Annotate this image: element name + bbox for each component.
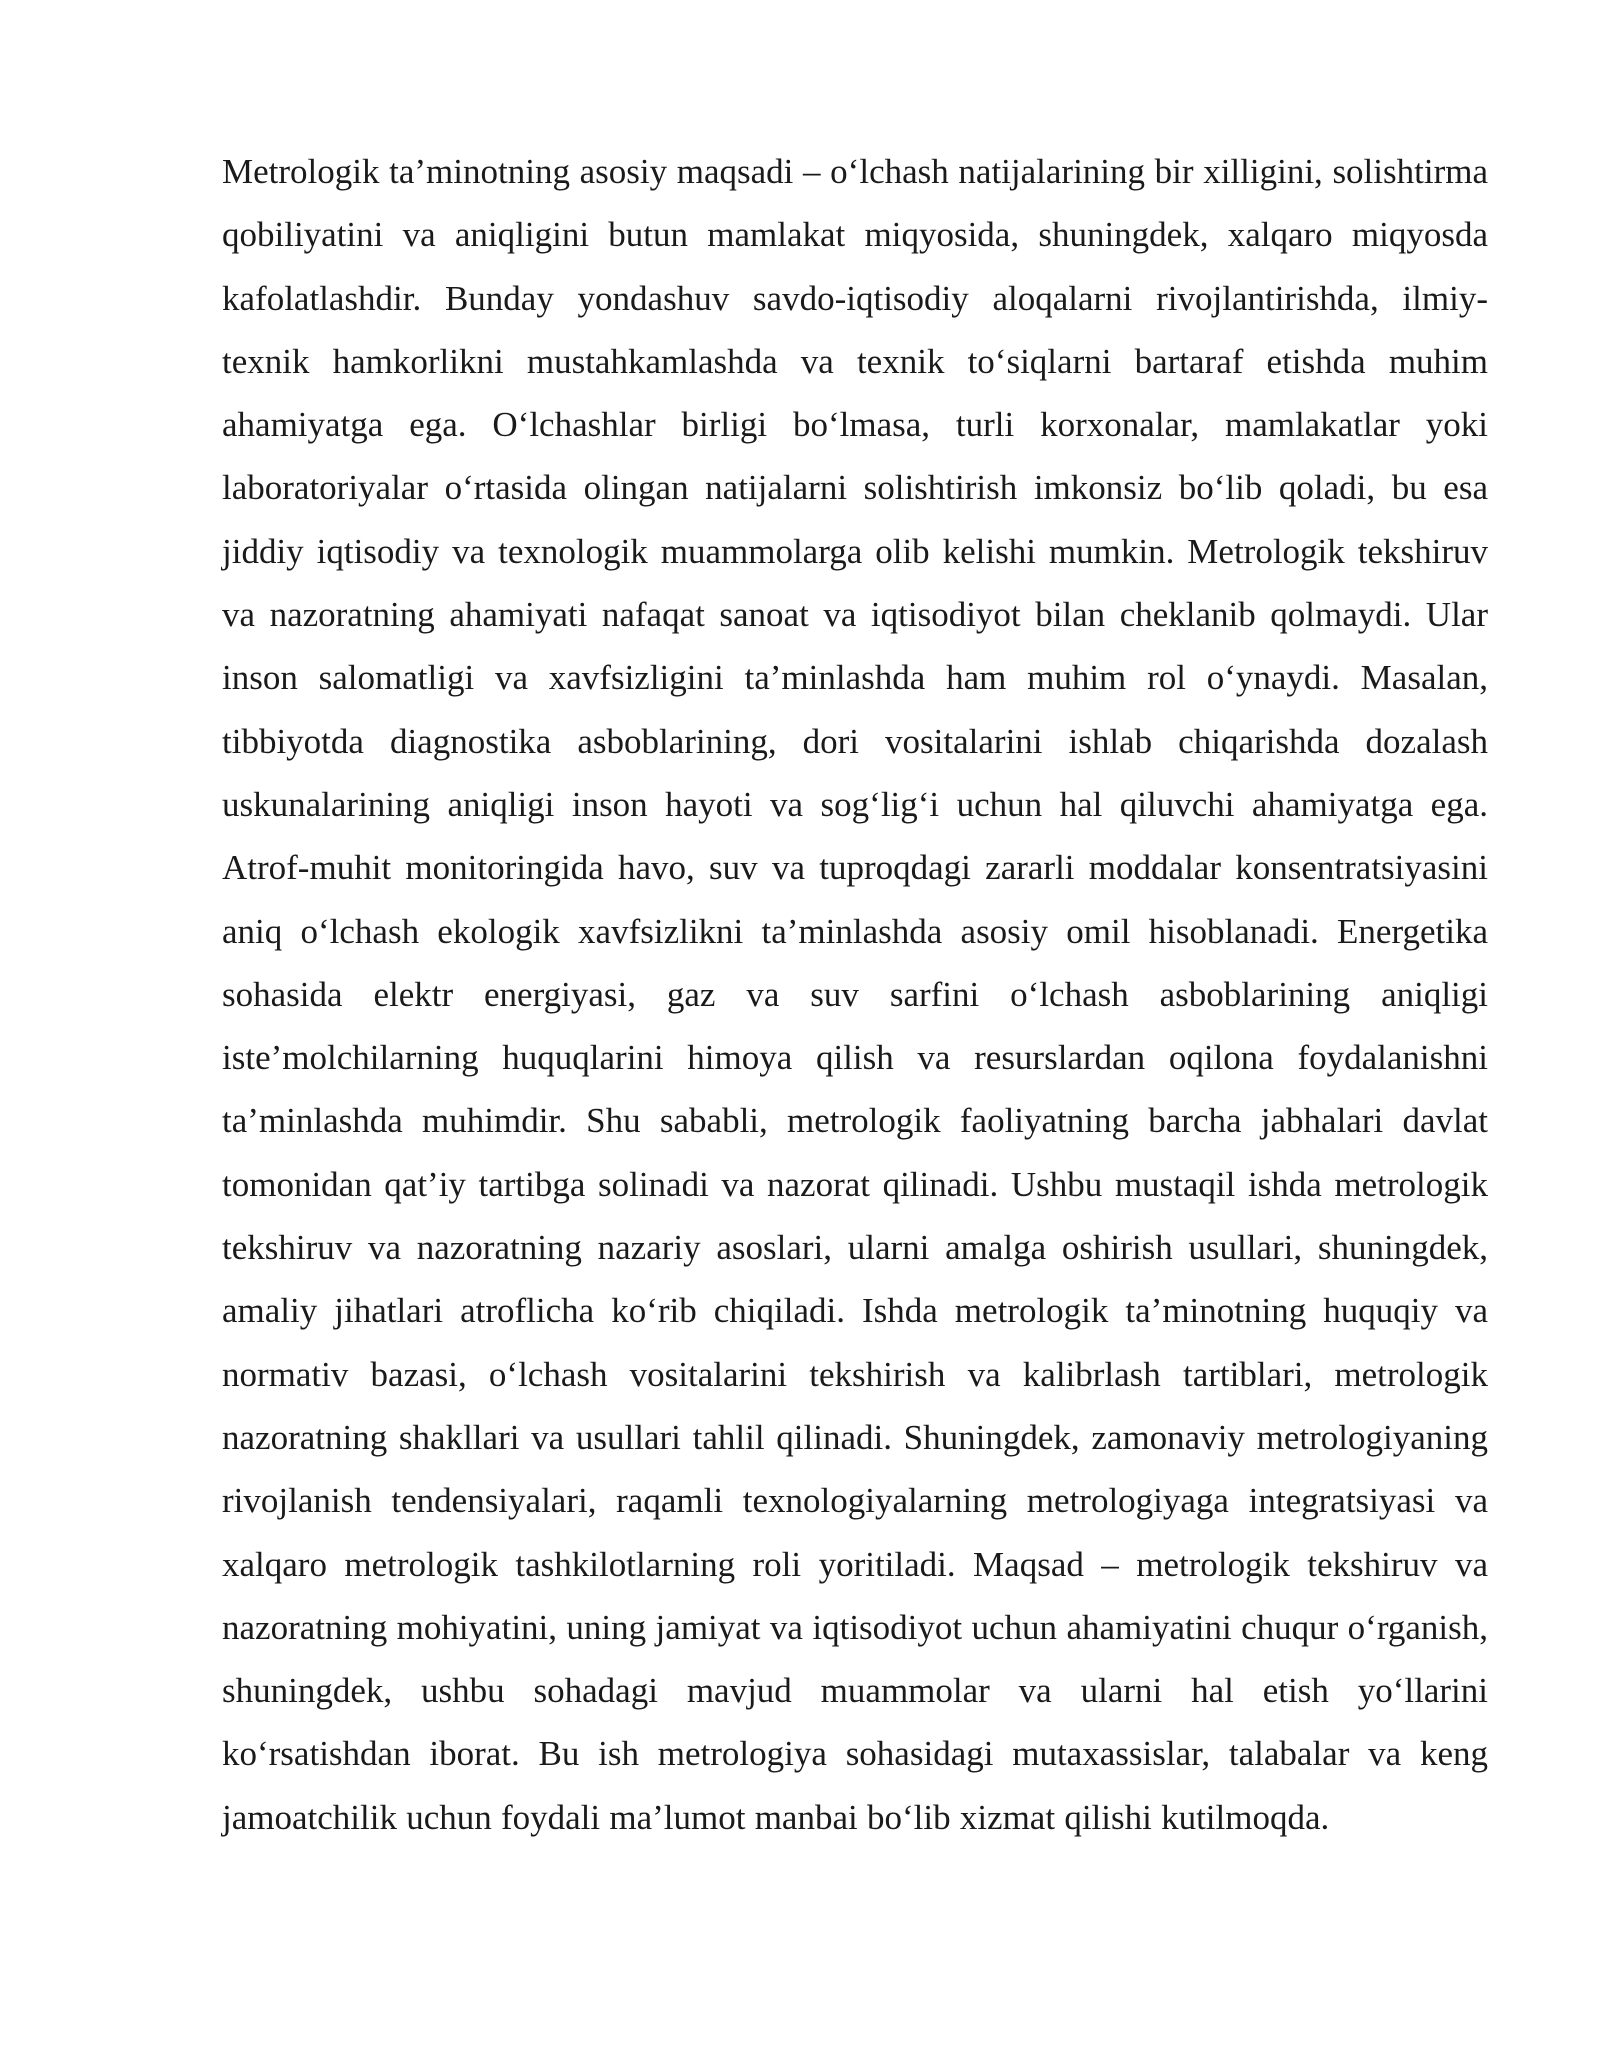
paragraph: Metrologik ta’minotning asosiy maqsadi – o‘lchash natijalarining bir xilligini, solishtirma qobiliyatini va aniqligini butun mamlakat miqyosida, shuningdek, xalqaro miqyosda kafolatlashdir. Bunday yondashuv savdo-iqtisodiy aloqalarni rivojlantirishda, ilmiy-texnik hamkorlikni mustahkamlashda va texnik to‘siqlarni bartaraf etishda muhim ahamiyatga ega. O‘lchashlar birligi bo‘lmasa, turli korxonalar, mamlakatlar yoki laboratoriyalar o‘rtasida olingan natijalarni solishtirish imkonsiz bo‘lib qoladi, bu esa jiddiy iqtisodiy va texnologik muammolarga olib kelishi mumkin. Metrologik tekshiruv va nazoratning ahamiyati nafaqat sanoat va iqtisodiyot bilan cheklanib qolmaydi. Ular inson salomatligi va xavfsizligini ta’minlashda ham muhim rol o‘ynaydi. Masalan, tibbiyotda diagnostika asboblarining, dori vositalarini ishlab chiqarishda dozalash uskunalarining aniqligi inson hayoti va sog‘lig‘i uchun hal qiluvchi ahamiyatga ega. Atrof-muhit monitoringida havo, suv va tuproqdagi zararli moddalar konsentratsiyasini aniq o‘lchash ekologik xavfsizlikni ta’minlashda asosiy omil hisoblanadi. Energetika sohasida elektr energiyasi, gaz va suv sarfini o‘lchash asboblarining aniqligi iste’molchilarning huquqlarini himoya qilish va resurslardan oqilona foydalanishni ta’minlashda muhimdir. Shu sababli, metrologik faoliyatning barcha jabhalari davlat tomonidan qat’iy tartibga solinadi va nazorat qilinadi. Ushbu mustaqil ishda metrologik tekshiruv va nazoratning nazariy asoslari, ularni amalga oshirish usullari, shuningdek, amaliy jihatlari atroflicha ko‘rib chiqiladi. Ishda metrologik ta’minotning huquqiy va normativ bazasi, o‘lchash vositalarini tekshirish va kalibrlash tartiblari, metrologik nazoratning shakllari va usullari tahlil qilinadi. Shuningdek, zamonaviy metrologiyaning rivojlanish tendensiyalari, raqamli texnologiyalarning metrologiyaga integratsiyasi va xalqaro metrologik tashkilotlarning roli yoritiladi. Maqsad – metrologik tekshiruv va nazoratning mohiyatini, uning jamiyat va iqtisodiyot uchun ahamiyatini chuqur o‘rganish, shuningdek, ushbu sohadagi mavjud muammolar va ularni hal etish yo‘llarini ko‘rsatishdan iborat. Bu ish metrologiya sohasidagi mutaxassislar, talabalar va keng jamoatchilik uchun foydali ma’lumot manbai bo‘lib xizmat qilishi kutilmoqda. (222, 152, 1488, 1837)
body-text (222, 140, 1488, 1849)
